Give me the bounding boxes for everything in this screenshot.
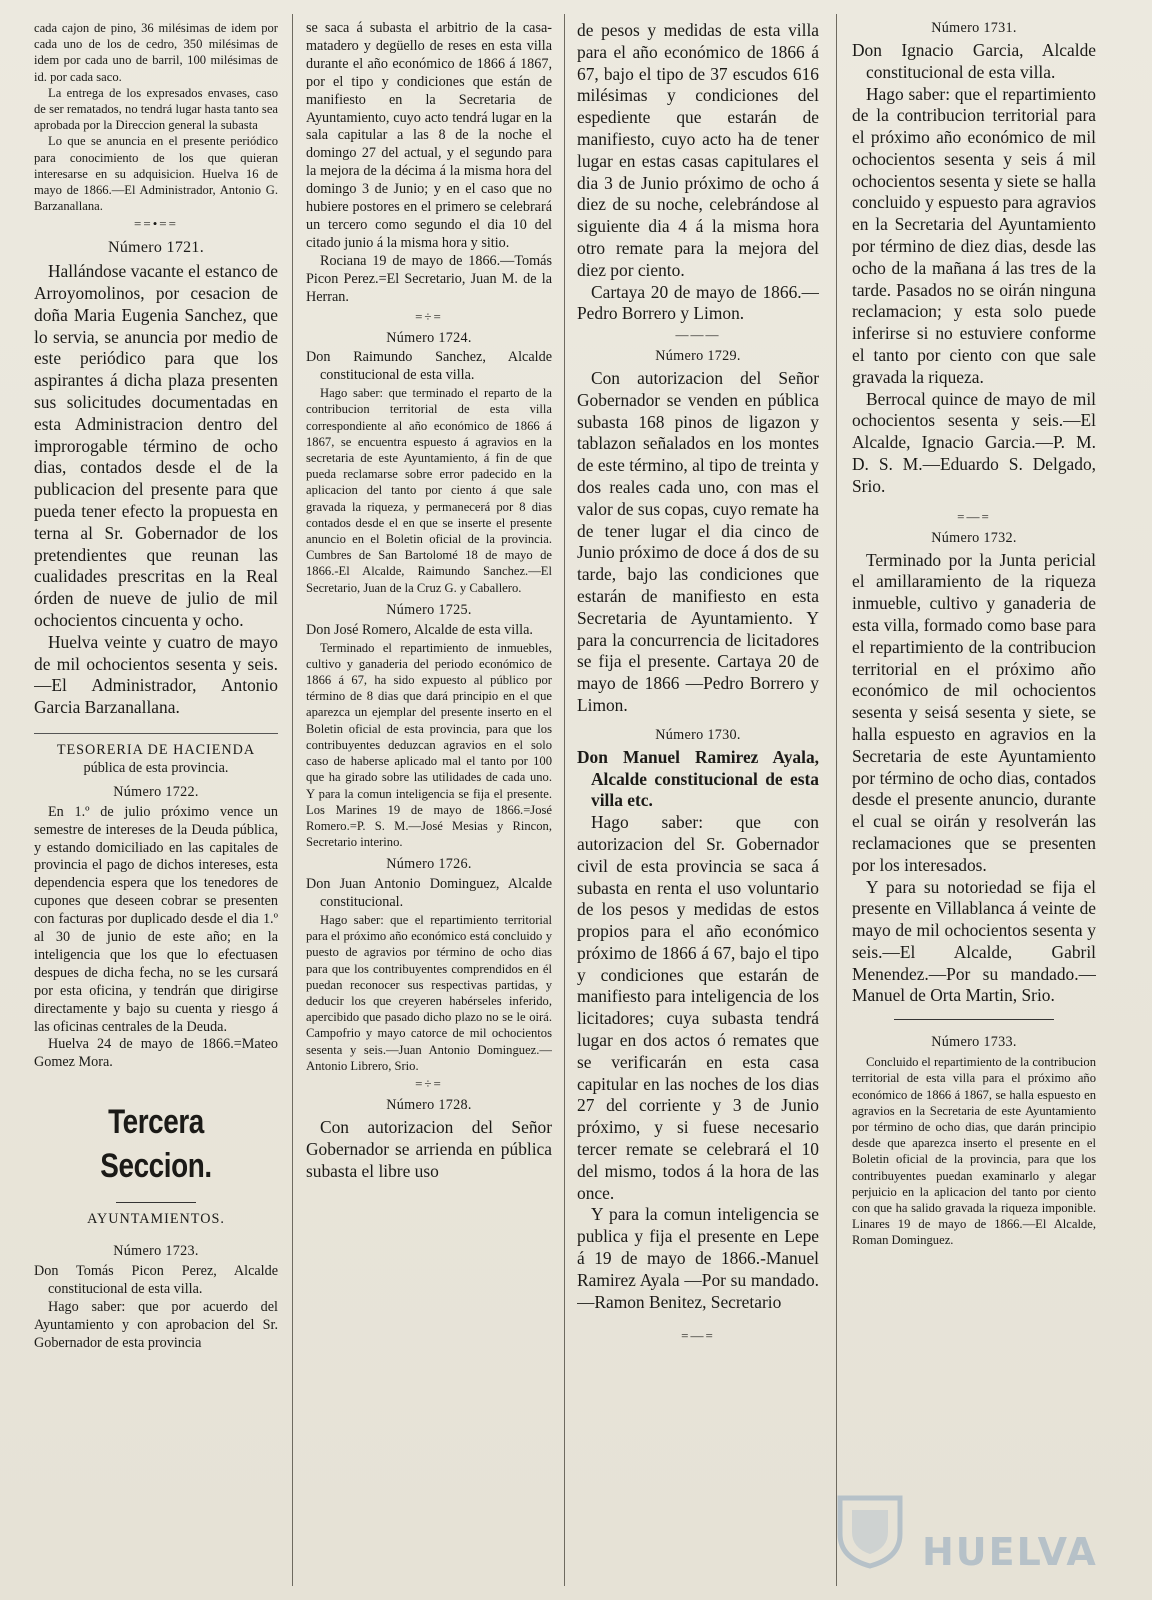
announcement-number: Número 1730.	[655, 726, 741, 743]
section-subheading: pública de esta provincia.	[83, 759, 229, 776]
announcement-text: Terminado por la Junta pericial el amillaramiento de la riqueza inmueble, cultivo y ganaderia de esta villa, formado como base para el repartimiento de la contribucion territorial en el próximo año económico de mil ochocientos sesenta y seisá sesenta y siete, se halla espuesto en agravios en la Secretaria de este Ayuntamiento por término de ocho dias, contados desde el presente anuncio, durante el cual se oirán y resolverán las reclamaciones que se presenten por los interesados.	[852, 549, 1096, 875]
separator: =÷=	[415, 308, 443, 324]
announcement-text: Hago saber: que terminado el reparto de la contribucion territorial de esta villa correspondiente al año económico de 1866 á 1867, se encuentra espuesto á agravios en la secretaria de este Ayuntamiento, á fin de que pueda reclamarse sobre error padecido en la aplicacion del tanto por ciento á que sale gravada la riqueza, y permanecerá por 8 dias contados desde el en que se inserte el presente anuncio en el Boletin oficial de la provincia. Cumbres de San Bartolomé 18 de mayo de 1866.-El Alcalde, Raimundo Sanchez.—El Secretario, Juan de la Cruz G. y Caballero.	[306, 386, 552, 595]
announcement-number: Número 1726.	[386, 856, 472, 873]
announcement-signature: Berrocal quince de mayo de mil ochocientos sesenta y seis.—El Alcalde, Ignacio Garcia.—P. M. D. S. M.—Eduardo S. Delgado, Srio.	[852, 388, 1096, 496]
announcement-number: Número 1722.	[113, 783, 199, 800]
separator: ———	[675, 327, 721, 343]
announcement-text: Hago saber: que el repartimiento de la contribucion territorial para el próximo año económico de mil ochocientos sesenta y seis á mil ochocientos sesenta y siete se halla concluido y espuesto para agravios en la Secretaria del Ayuntamiento por término de diez dias, desde las ocho de la mañana á las tres de la tarde. Pasados no se oirán ninguna reclamacion; y esta solo puede inferirse si no estuviere conforme el tanto por ciento con que sale gravada la riqueza.	[852, 83, 1096, 387]
announcement-number: Número 1728.	[386, 1097, 472, 1114]
announcement-signature: Cartaya 20 de mayo de 1866.—Pedro Borrero y Limon.	[577, 281, 819, 324]
column-3	[577, 20, 819, 1592]
announcement-number: Número 1723.	[113, 1243, 199, 1260]
announcement-text: Hago saber: que el repartimiento territorial para el próximo año económico está concluido y puesto de agravios por término de ocho dias para que los contribuyentes comprendidos en él puedan reconocer sus respectivas partidas, y deducir los que creyeren habérseles inferido, apercibido que pasado dicho plazo no se le oirá. Campofrio y mayo catorce de mil ochocientos sesenta y seis.—Juan Antonio Dominguez.—Antonio Librero, Srio.	[306, 913, 552, 1073]
watermark-text: HUELVA	[922, 1530, 1098, 1574]
column-1	[34, 20, 278, 1592]
separator: ==•==	[134, 216, 178, 232]
divider	[34, 733, 278, 734]
announcement-text: Hago saber: que por acuerdo del Ayuntamiento y con aprobacion del Sr. Gobernador de esta provincia	[34, 1298, 278, 1351]
section-title: Tercera Seccion.	[100, 1103, 212, 1186]
announcement-heading: Don José Romero, Alcalde de esta villa.	[306, 621, 533, 638]
divider	[116, 1202, 196, 1203]
announcement-number: Número 1721.	[107, 239, 205, 257]
announcement-text: En 1.º de julio próximo vence un semestre de intereses de la Deuda pública, y estando domiciliado en las capitales de provincia el pago de dichos intereses, esta dependencia espera que los tenedores de cupones que deseen cobrar se presenten con facturas por duplicado desde el dia 1.º al 30 de junio de este año; en la inteligencia que los que lo efectuasen despues de dicha fecha, no se les cursará por esta oficina, y tendrán que dirigirse directamente y bajo su cuenta y riesgo á las oficinas centrales de la Deuda.	[34, 803, 278, 1035]
announcement-number: Número 1725.	[386, 601, 472, 618]
announcement-signature: Huelva veinte y cuatro de mayo de mil ochocientos sesenta y seis.—El Administrador, Antonio Garcia Barzanallana.	[34, 631, 278, 718]
announcement-number: Número 1729.	[655, 348, 741, 365]
announcement-number: Número 1724.	[386, 329, 472, 346]
divider	[894, 1019, 1054, 1020]
column-divider	[292, 14, 293, 1586]
announcement-heading: Don Manuel Ramirez Ayala, Alcalde constitucional de esta villa etc.	[577, 746, 819, 811]
separator: =—=	[957, 508, 991, 524]
announcement-signature: Y para su notoriedad se fija el presente en Villablanca á veinte de mayo de mil ochocientos sesenta y seis.—El Alcalde, Gabril Menendez.—Por su mandado.—Manuel de Orta Martin, Srio.	[852, 876, 1096, 1006]
announcement-text: Con autorizacion del Señor Gobernador se venden en pública subasta 168 pinos de ligazon y tablazon señalados en los montes de este término, al tipo de treinta y dos reales cada uno, con mas el valor de sus copas, cuyo remate ha de tener lugar el dia cinco de Junio próximo de doce á dos de su tarde, bajo las condiciones que estarán de manifiesto en esta Secretaria de Ayuntamiento. Y para la concurrencia de licitadores se fija el presente. Cartaya 20 de mayo de 1866 —Pedro Borrero y Limon.	[577, 368, 819, 716]
column-divider	[564, 14, 565, 1586]
announcement-heading: Don Juan Antonio Dominguez, Alcalde constitucional.	[306, 876, 552, 911]
announcement-signature: Huelva 24 de mayo de 1866.=Mateo Gomez Mora.	[34, 1036, 278, 1071]
announcement-text: Concluido el repartimiento de la contribucion territorial de esta villa para el próximo año económico de 1866 á 1867, se halla espuesto en agravios en la Secretaria de este Ayuntamiento por término de ocho dias, que darán principio desde que aparezca inserto el presente en el Boletin oficial de la provincia, para que los contribuyentes puedan examinarlo y alegar perjuicio en la aplicacion del tanto por ciento con que ha salido gravada la riqueza imponible. Linares 19 de mayo de 1866.—El Alcalde, Roman Dominguez.	[852, 1055, 1096, 1248]
announcement-heading: Don Raimundo Sanchez, Alcalde constitucional de esta villa.	[306, 349, 552, 384]
section-heading: TESORERIA DE HACIENDA	[56, 741, 256, 758]
separator: =÷=	[415, 1076, 443, 1092]
announcement-number: Número 1731.	[931, 20, 1017, 36]
announcement-heading: Don Ignacio Garcia, Alcalde constitucional de esta villa.	[852, 39, 1096, 82]
separator: =—=	[681, 1328, 715, 1344]
announcement-text: Lo que se anuncia en el presente periódico para conocimiento de los que quieran interesarse en su adquisicion. Huelva 16 de mayo de 1866.—El Administrador, Antonio G. Barzanallana.	[34, 134, 278, 214]
announcement-text: Hallándose vacante el estanco de Arroyomolinos, por cesacion de doña Maria Eugenia Sanchez, que lo servia, se anuncia por medio de este periódico para que los aspirantes á dicha plaza presenten sus solicitudes documentadas en esta Administracion dentro del improrogable término de ocho dias, contados desde el de la publicacion del presente para que pueda tener efecto la propuesta en terna al Sr. Gobernador de los pretendientes que reunan las cualidades prescritas en la Real órden de nueve de julio de mil ochocientos cincuenta y ocho.	[34, 261, 278, 630]
announcement-heading: Don Tomás Picon Perez, Alcalde constitucional de esta villa.	[34, 1263, 278, 1297]
column-4	[852, 20, 1096, 1592]
announcement-number: Número 1732.	[931, 529, 1017, 546]
announcement-text: se saca á subasta el arbitrio de la casa-matadero y degüello de reses en esta villa durante el año económico de 1866 á 1867, por el tipo y condiciones que están de manifiesto en la Secretaria de Ayuntamiento, cuyo acto tendrá lugar en la sala capitular a las 8 de la noche el domingo 27 del actual, y el segundo para la mejora de la décima á la misma hora del domingo 3 de Junio; y en el caso que no hubiere postores en el primero se celebrará un tercero como segundo el dia 10 del citado junio á la misma hora y sitio.	[306, 20, 552, 251]
announcement-signature: Rociana 19 de mayo de 1866.—Tomás Picon Perez.=El Secretario, Juan M. de la Herran.	[306, 252, 552, 305]
announcement-text: de pesos y medidas de esta villa para el año económico de 1866 á 67, bajo el tipo de 37 escudos 616 milésimas y condiciones del espediente que estarán de manifiesto, cuyo acto ha de tener lugar en estas casas capitulares el dia 3 de Junio próximo de ocho á diez de su noche, celebrándose al siguiente dia 4 á la misma hora otro remate para la mejora del diez por ciento.	[577, 20, 819, 280]
shield-logo-icon	[830, 1490, 910, 1570]
archive-watermark	[830, 1490, 1130, 1574]
announcement-text: Con autorizacion del Señor Gobernador se arrienda en pública subasta el libre uso	[306, 1116, 552, 1181]
announcement-text: cada cajon de pino, 36 milésimas de idem por cada uno de los de cedro, 350 milésimas de idem por cada uno de barril, 100 milésimas de id. por cada saco.	[34, 21, 278, 84]
column-divider	[836, 14, 837, 1586]
section-heading: AYUNTAMIENTOS.	[87, 1211, 225, 1228]
announcement-signature: Y para la comun inteligencia se publica y fija el presente en Lepe á 19 de mayo de 1866.-Manuel Ramirez Ayala —Por su mandado.—Ramon Benitez, Secretario	[577, 1204, 819, 1312]
announcement-text: Terminado el repartimiento de inmuebles, cultivo y ganaderia del periodo económico de 1866 á 67, ha sido expuesto al público por término de 8 dias que dará principio en el que aparezca un ejemplar del presente inserto en el Boletin oficial de esta provincia, para que los contribuyentes deduzcan agravios en el solo caso de haberse aplicado mal el tanto por 100 que ha girado sobre las utilidades de cada uno. Y para la comun inteligencia se fija el presente. Los Marines 19 de mayo de 1866.=José Romero.=P. S. M.—José Mesias y Rincon, Secretario interino.	[306, 640, 552, 850]
announcement-text: La entrega de los expresados envases, caso de ser rematados, no tendrá lugar hasta tanto sea aprobada por la Direccion general la subasta	[34, 85, 278, 133]
announcement-number: Número 1733.	[931, 1034, 1017, 1051]
column-2	[306, 20, 552, 1592]
announcement-text: Hago saber: que con autorizacion del Sr. Gobernador civil de esta provincia se saca á subasta en renta el uso voluntario de los pesos y medidas de estos propios para el año económico próximo de 1866 á 67, bajo el tipo y condiciones que estarán de manifiesto para inteligencia de los licitadores; cuya subasta tendrá lugar en dos actos ó remates que se verificarán en esta casa capitular en las noches de los dias 27 del corriente y 3 de Junio próximo, y si fuese necesario tercer remate se celebrará el 10 del mismo, todos á la hora de las once.	[577, 812, 819, 1203]
